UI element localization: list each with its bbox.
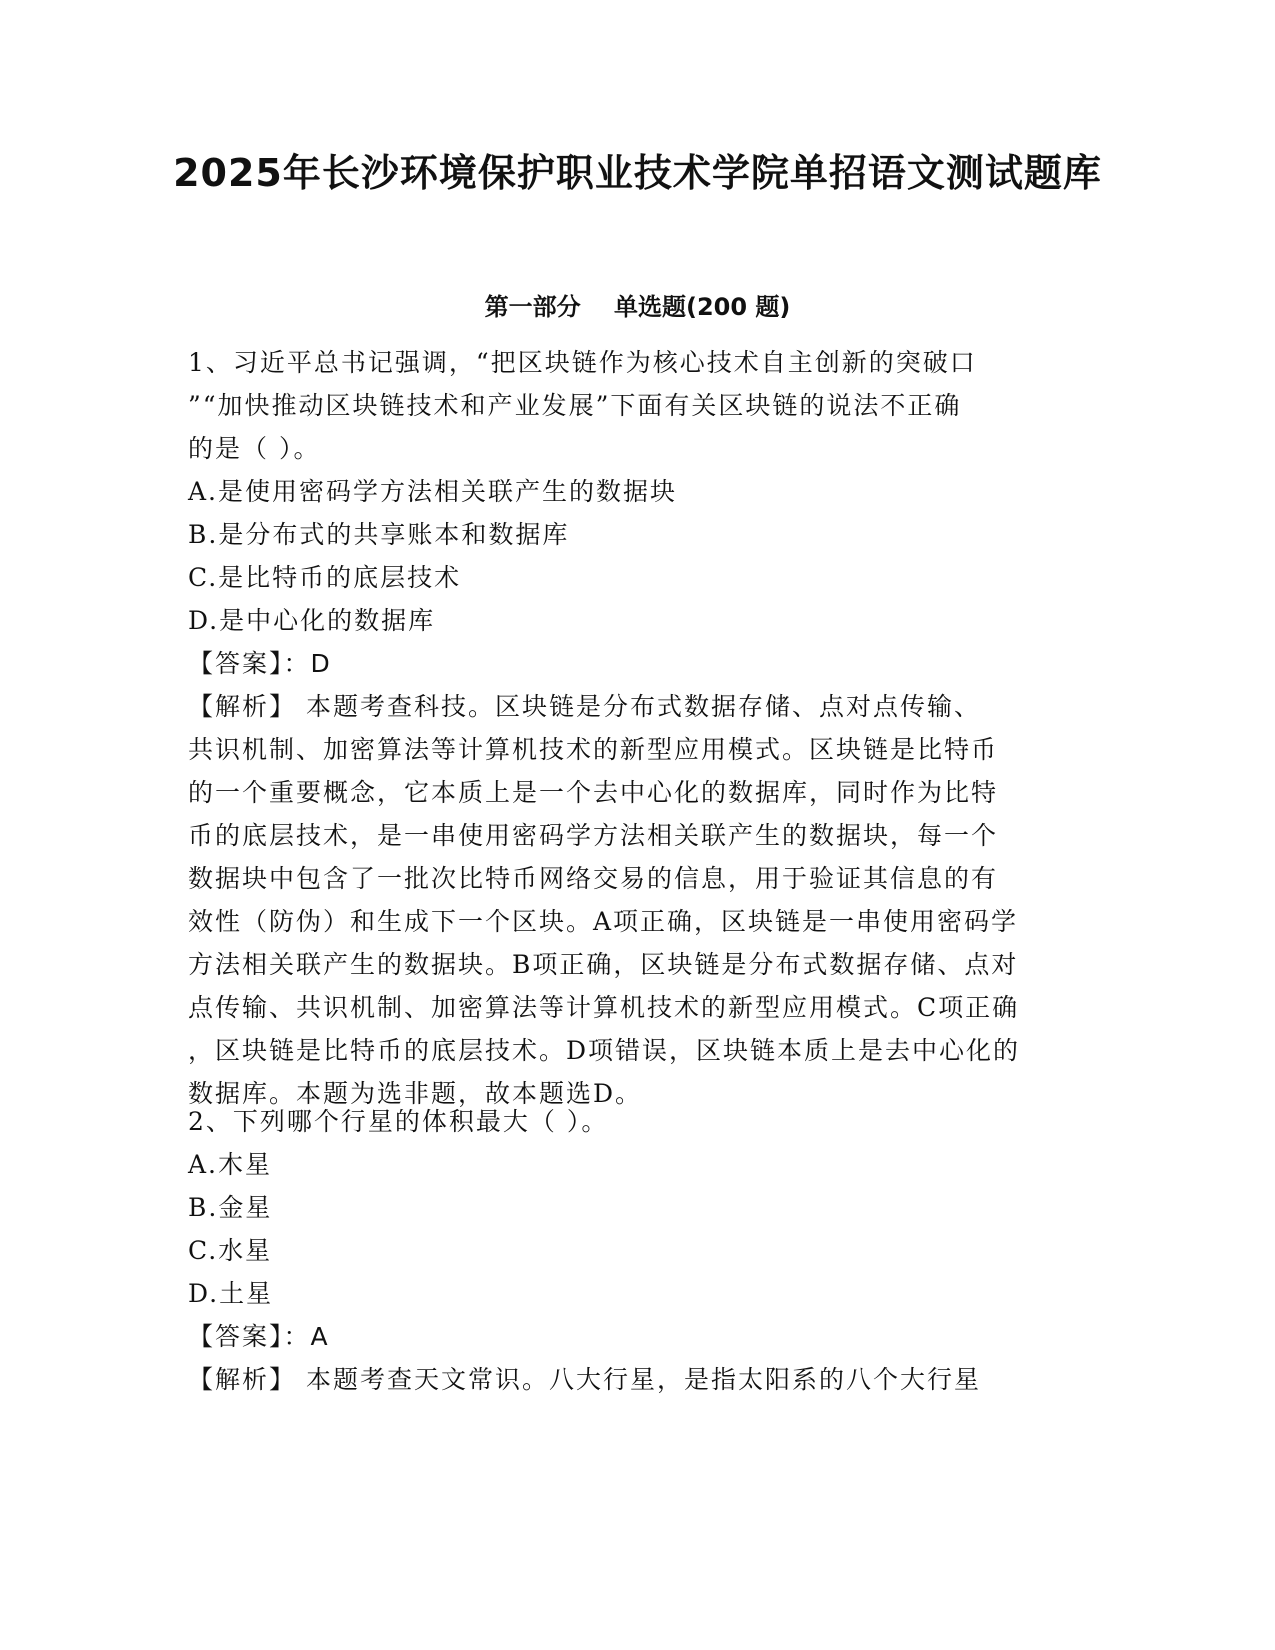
question-2 <box>188 1100 1088 1401</box>
question-1-option-d: D.是中心化的数据库 <box>188 606 436 635</box>
question-1-analysis-line: 效性（防伪）和生成下一个区块。A项正确，区块链是一串使用密码学 <box>188 907 1019 936</box>
section-title: 第一部分 单选题(200 题) <box>484 293 791 321</box>
question-1-option-c: C.是比特币的底层技术 <box>188 563 462 592</box>
question-1-analysis-line: 的一个重要概念，它本质上是一个去中心化的数据库，同时作为比特 <box>188 778 999 807</box>
question-1-answer: 【答案】：D <box>188 649 332 678</box>
question-1-analysis-line: 数据库。本题为选非题，故本题选D。 <box>188 1079 643 1108</box>
question-2-stem-line: 2、下列哪个行星的体积最大（ ）。 <box>188 1107 609 1136</box>
question-1 <box>188 341 1088 1115</box>
question-1-option-b: B.是分布式的共享账本和数据库 <box>188 520 570 549</box>
question-1-stem-line: 的是（ ）。 <box>188 434 321 463</box>
question-1-stem-line: ”“加快推动区块链技术和产业发展”下面有关区块链的说法不正确 <box>188 391 962 420</box>
question-1-option-a: A.是使用密码学方法相关联产生的数据块 <box>188 477 678 506</box>
question-1-analysis-line: 方法相关联产生的数据块。B项正确，区块链是分布式数据存储、点对 <box>188 950 1019 979</box>
question-2-analysis-line: 【解析】 本题考查天文常识。八大行星，是指太阳系的八个大行星 <box>188 1365 981 1394</box>
document-title: 2025年长沙环境保护职业技术学院单招语文测试题库 <box>173 151 1102 195</box>
question-1-analysis-line: 数据块中包含了一批次比特币网络交易的信息，用于验证其信息的有 <box>188 864 999 893</box>
question-1-analysis-line: ，区块链是比特币的底层技术。D项错误，区块链本质上是去中心化的 <box>188 1036 1021 1065</box>
question-1-analysis-line: 币的底层技术，是一串使用密码学方法相关联产生的数据块，每一个 <box>188 821 999 850</box>
question-1-analysis-line: 【解析】 本题考查科技。区块链是分布式数据存储、点对点传输、 <box>188 692 981 721</box>
question-2-option-d: D.土星 <box>188 1279 274 1308</box>
question-2-answer: 【答案】：A <box>188 1322 330 1351</box>
question-2-option-c: C.水星 <box>188 1236 273 1265</box>
question-2-option-b: B.金星 <box>188 1193 273 1222</box>
question-2-option-a: A.木星 <box>188 1150 273 1179</box>
question-1-analysis-line: 共识机制、加密算法等计算机技术的新型应用模式。区块链是比特币 <box>188 735 999 764</box>
question-1-stem-line: 1、习近平总书记强调，“把区块链作为核心技术自主创新的突破口 <box>188 348 977 377</box>
question-1-analysis-line: 点传输、共识机制、加密算法等计算机技术的新型应用模式。C项正确 <box>188 993 1020 1022</box>
